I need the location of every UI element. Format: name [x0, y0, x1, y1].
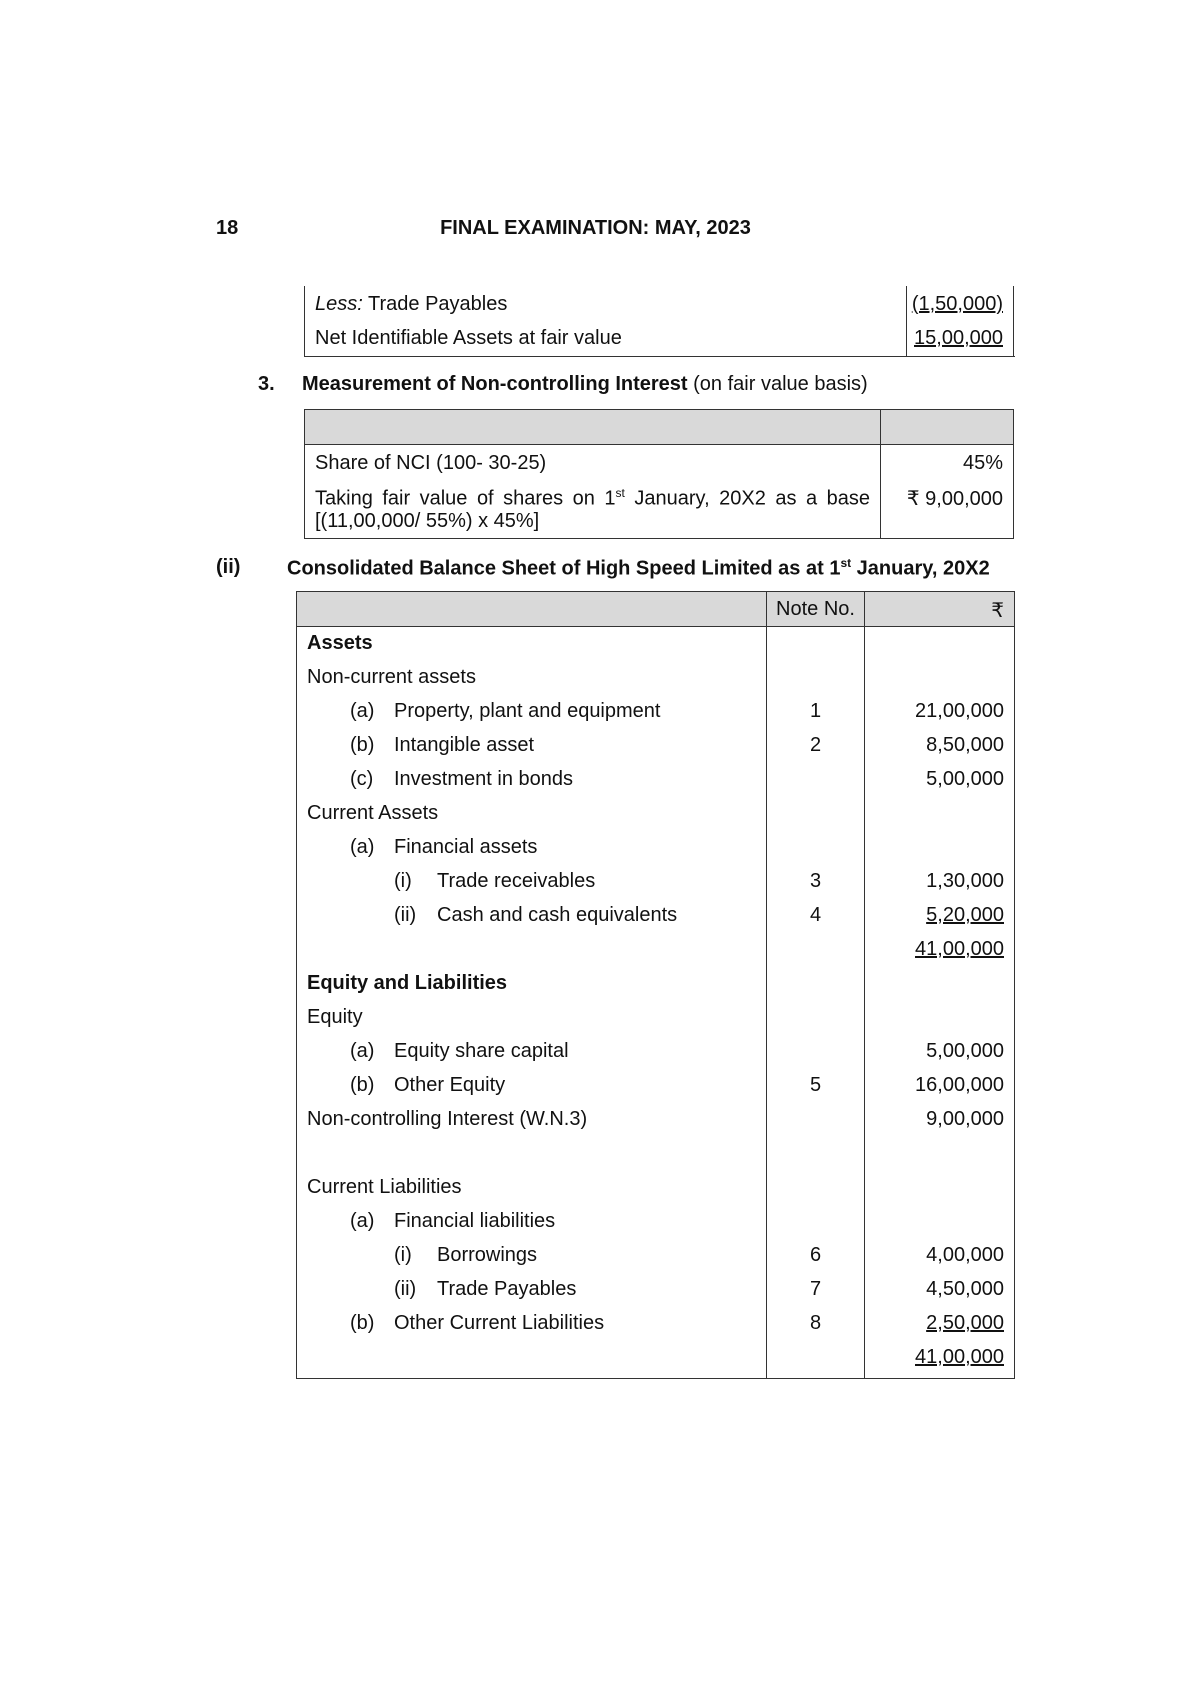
equity-heading: Equity	[307, 1006, 363, 1028]
amount-column-header: ₹	[991, 600, 1004, 622]
equity-liabilities-heading: Equity and Liabilities	[307, 972, 508, 994]
table-row	[297, 1006, 1014, 1036]
table-row: (i) Trade receivables 3 1,30,000	[394, 870, 1004, 892]
table-row: (a) Financial liabilities	[350, 1210, 556, 1232]
nci-share-label: Share of NCI (100- 30-25)	[315, 452, 547, 474]
table-row	[297, 1176, 1014, 1206]
section-number: (ii)	[216, 556, 241, 578]
net-assets-table	[304, 286, 1015, 357]
table-row: (i) Borrowings 6 4,00,000	[394, 1244, 1004, 1266]
fair-value-formula: [(11,00,000/ 55%) x 45%]	[315, 510, 540, 532]
table-row: (b) Intangible asset 2 8,50,000	[350, 734, 1004, 756]
non-current-heading: Non-current assets	[307, 666, 476, 688]
liabilities-total: 41,00,000	[915, 1346, 1004, 1368]
section-title: Consolidated Balance Sheet of High Speed Limited as at 1st January, 20X2	[287, 556, 990, 580]
table-row: (ii) Cash and cash equivalents 4 5,20,000	[394, 904, 1004, 926]
table-row	[297, 632, 1014, 662]
assets-heading: Assets	[307, 632, 373, 654]
nci-table	[304, 409, 1014, 539]
table-row	[297, 1346, 1014, 1376]
table-row: (b) Other Current Liabilities 8 2,50,000	[350, 1312, 1004, 1334]
table-row: (b) Other Equity 5 16,00,000	[350, 1074, 1004, 1096]
fair-value-label: Taking fair value of shares on 1st January, 20X2 as a base	[315, 486, 870, 510]
nci-share-value: 45%	[962, 452, 1003, 474]
net-assets-label: Net Identifiable Assets at fair value	[315, 327, 622, 349]
section-number: 3.	[258, 373, 275, 395]
fair-value-amount: ₹ 9,00,000	[906, 488, 1003, 510]
current-assets-heading: Current Assets	[307, 802, 439, 824]
table-row: (a) Financial assets	[350, 836, 538, 858]
table-row: (a) Property, plant and equipment 1 21,00,000	[350, 700, 1004, 722]
trade-payables-label: Less: Trade Payables	[315, 293, 508, 315]
current-liabilities-heading: Current Liabilities	[307, 1176, 462, 1198]
note-column-header: Note No.	[776, 598, 855, 620]
table-row: (ii) Trade Payables 7 4,50,000	[394, 1278, 1004, 1300]
table-row: (c) Investment in bonds 5,00,000	[350, 768, 1004, 790]
assets-total: 41,00,000	[915, 938, 1004, 960]
balance-sheet-table	[296, 591, 1015, 1379]
net-assets-value: 15,00,000	[914, 327, 1003, 349]
table-row: Non-controlling Interest (W.N.3) 9,00,000	[307, 1108, 1004, 1130]
section-title: Measurement of Non-controlling Interest (on fair value basis)	[302, 373, 868, 395]
table-row: (a) Equity share capital 5,00,000	[350, 1040, 1004, 1062]
trade-payables-value: (1,50,000)	[911, 293, 1003, 315]
table-row	[297, 666, 1014, 696]
page-title: FINAL EXAMINATION: MAY, 2023	[440, 217, 751, 239]
page-number: 18	[216, 217, 239, 239]
table-row	[297, 938, 1014, 968]
table-row	[297, 802, 1014, 832]
table-row	[297, 972, 1014, 1002]
